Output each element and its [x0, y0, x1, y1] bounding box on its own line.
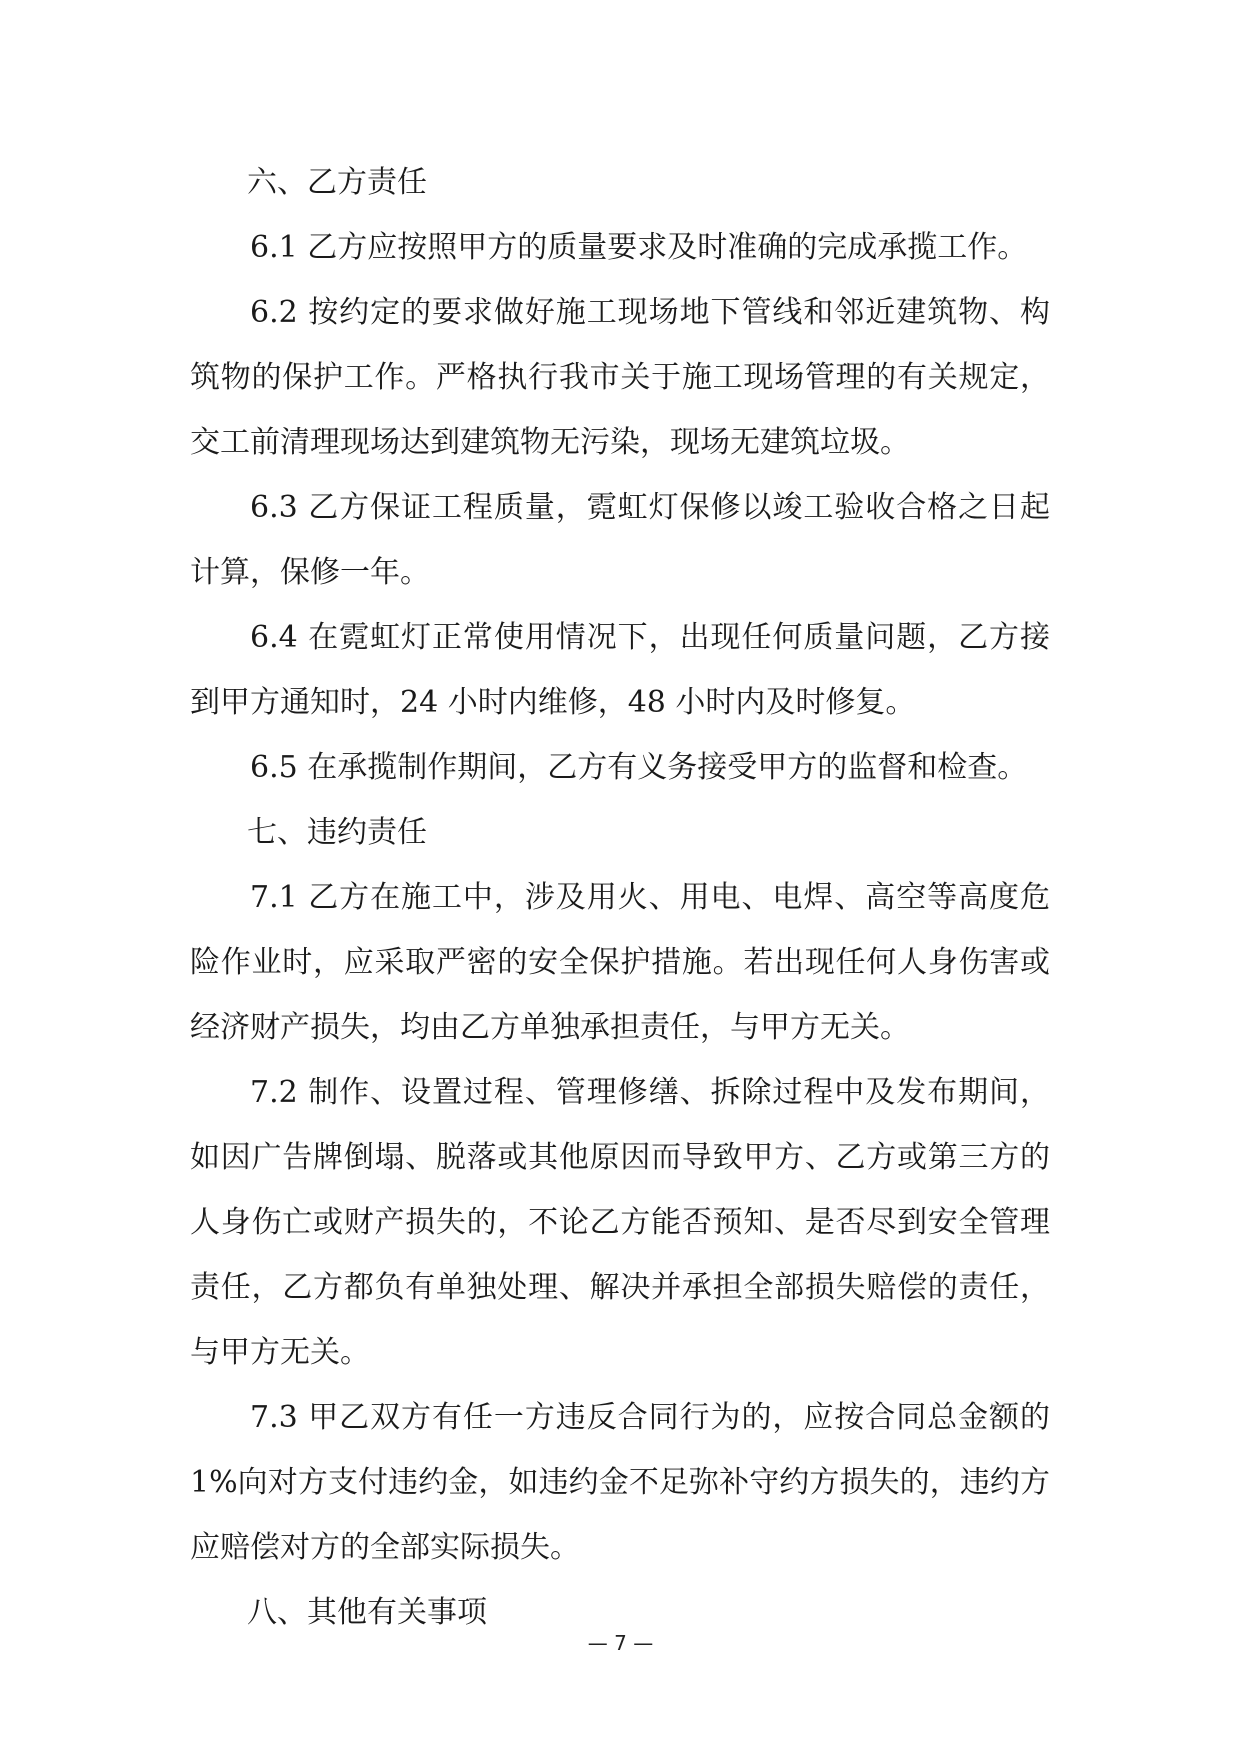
section-heading-6: 六、乙方责任: [247, 165, 427, 200]
section-heading-7: 七、违约责任: [247, 815, 427, 850]
page-number: — 7 —: [587, 1631, 654, 1655]
clause-6-1: 6.1 乙方应按照甲方的质量要求及时准确的完成承揽工作。: [250, 230, 1028, 265]
clause-6-2: 6.2 按约定的要求做好施工现场地下管线和邻近建筑物、构筑物的保护工作。严格执行我市关于施工现场管理的有关规定，交工前清理现场达到建筑物无污染，现场无建筑垃圾。: [190, 295, 1050, 460]
section-heading-8: 八、其他有关事项: [247, 1595, 487, 1630]
clause-7-3: 7.3 甲乙双方有任一方违反合同行为的，应按合同总金额的 1%向对方支付违约金，如违约金不足弥补守约方损失的，违约方应赔偿对方的全部实际损失。: [190, 1400, 1050, 1565]
clause-7-1: 7.1 乙方在施工中，涉及用火、用电、电焊、高空等高度危险作业时，应采取严密的安全保护措施。若出现任何人身伤害或经济财产损失，均由乙方单独承担责任，与甲方无关。: [190, 880, 1050, 1045]
document-body: [190, 150, 1050, 1645]
clause-6-5: 6.5 在承揽制作期间，乙方有义务接受甲方的监督和检查。: [250, 750, 1028, 785]
clause-7-2: 7.2 制作、设置过程、管理修缮、拆除过程中及发布期间，如因广告牌倒塌、脱落或其他原因而导致甲方、乙方或第三方的人身伤亡或财产损失的，不论乙方能否预知、是否尽到安全管理责任，乙方都负有单独处理、解决并承担全部损失赔偿的责任，与甲方无关。: [190, 1075, 1050, 1370]
clause-6-4: 6.4 在霓虹灯正常使用情况下，出现任何质量问题，乙方接到甲方通知时，24 小时内维修，48 小时内及时修复。: [190, 620, 1050, 720]
clause-6-3: 6.3 乙方保证工程质量，霓虹灯保修以竣工验收合格之日起计算，保修一年。: [190, 490, 1050, 590]
